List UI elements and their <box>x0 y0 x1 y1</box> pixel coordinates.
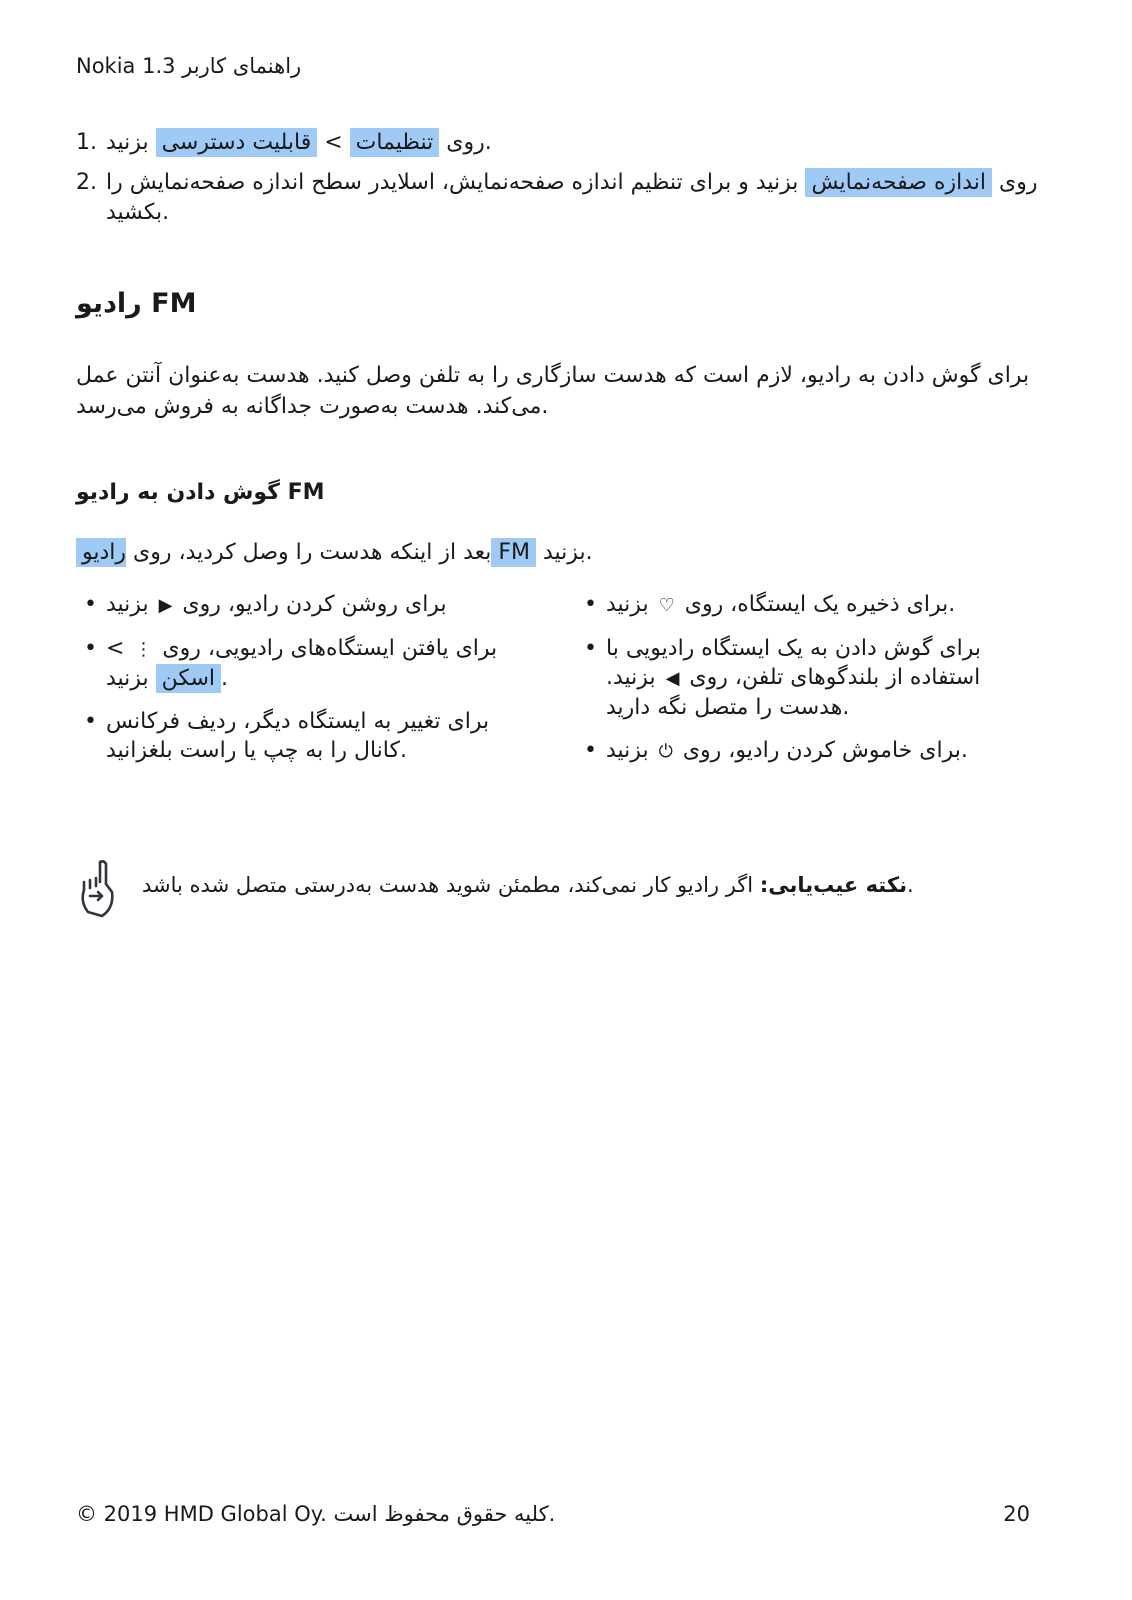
step-text <box>106 168 1056 228</box>
bullet-text: بزنید. <box>606 592 956 617</box>
steps-list <box>76 128 1056 238</box>
page-header: Nokia 1.3 راهنمای کاربر <box>76 54 302 78</box>
bullet-text: برای تغییر به ایستگاه دیگر، ردیف فرکانس کانال را به چپ یا راست بلغزانید. <box>106 709 490 763</box>
bullet-text: برای یافتن ایستگاه‌های رادیویی، روی <box>155 636 498 661</box>
step-separator: > <box>317 130 350 155</box>
step-text-part: روی <box>992 170 1038 195</box>
play-icon[interactable]: ▶ <box>158 595 173 616</box>
bullet-text: بزنید. <box>106 666 229 691</box>
display-size-link[interactable]: اندازه صفحه‌نمایش <box>805 168 992 197</box>
step-item <box>76 128 1056 158</box>
subsection-title: گوش دادن به رادیو FM <box>76 480 325 505</box>
bullet-text: بزنید <box>106 592 156 617</box>
page-number: 20 <box>1003 1502 1030 1526</box>
list-item <box>576 590 1036 620</box>
step-number: 2. <box>76 170 97 195</box>
step-text-part: روی <box>439 130 485 155</box>
bullet-text: برای روشن کردن رادیو، روی <box>182 592 447 617</box>
tip-body: اگر رادیو کار نمی‌کند، مطمئن شوید هدست به‌درستی متصل شده باشد. <box>142 873 914 897</box>
scan-link[interactable]: اسکن <box>156 664 221 693</box>
section-paragraph: برای گوش دادن به رادیو، لازم است که هدست سازگاری را به تلفن وصل کنید. هدست به‌عنوان آنتن عمل می‌کند. هدست به‌صورت جداگانه به فروش می‌رسد. <box>76 363 1030 419</box>
list-item <box>576 634 1036 722</box>
bullet-separator: > <box>106 636 132 661</box>
step-text-part: بزنید و برای تنظیم اندازه صفحه‌نمایش، اسلایدر سطح اندازه صفحه‌نمایش را بکشید. <box>106 170 806 225</box>
section-title: راديو FM <box>76 288 197 319</box>
intro-text: بعد از اینکه هدست را وصل کردید، روی <box>126 540 492 565</box>
list-item <box>76 634 516 693</box>
more-options-icon[interactable]: ⋮ <box>134 639 153 660</box>
footer-copyright: © 2019 HMD Global Oy. کلیه حقوق محفوظ است. <box>76 1502 556 1526</box>
settings-link[interactable]: تنظیمات <box>350 128 440 157</box>
bullet-text: برای خاموش کردن رادیو، روی <box>682 738 961 763</box>
bullet-text: برای گوش دادن به یک ایستگاه رادیویی با استفاده از بلندگوهای تلفن، روی <box>606 636 982 690</box>
list-item <box>76 707 516 765</box>
subsection-intro <box>76 540 593 565</box>
step-text <box>106 128 1056 158</box>
right-bullet-list <box>576 590 1036 780</box>
heart-icon[interactable]: ♡ <box>658 595 675 616</box>
list-item <box>576 736 1036 766</box>
speaker-icon[interactable]: ◀ <box>665 668 680 689</box>
step-text-part: بزنید. <box>106 130 492 155</box>
bullet-text: بزنید. <box>606 738 968 763</box>
step-number: 1. <box>76 130 97 155</box>
accessibility-link[interactable]: قابلیت دسترسی <box>156 128 318 157</box>
bullet-text: بزنید. هدست را متصل نگه دارید. <box>606 665 850 720</box>
fm-radio-link[interactable]: رادیو FM <box>76 538 536 567</box>
step-item <box>76 168 1056 228</box>
bullet-text: برای ذخیره یک ایستگاه، روی <box>684 592 949 617</box>
tip-label: نکته عیب‌یابی: <box>759 873 907 897</box>
left-bullet-list <box>76 590 516 779</box>
list-item <box>76 590 516 620</box>
tip-text <box>142 872 1042 899</box>
intro-text: بزنید. <box>536 540 593 565</box>
hand-pointing-icon <box>76 858 116 920</box>
power-icon[interactable]: ⏻ <box>658 741 673 762</box>
